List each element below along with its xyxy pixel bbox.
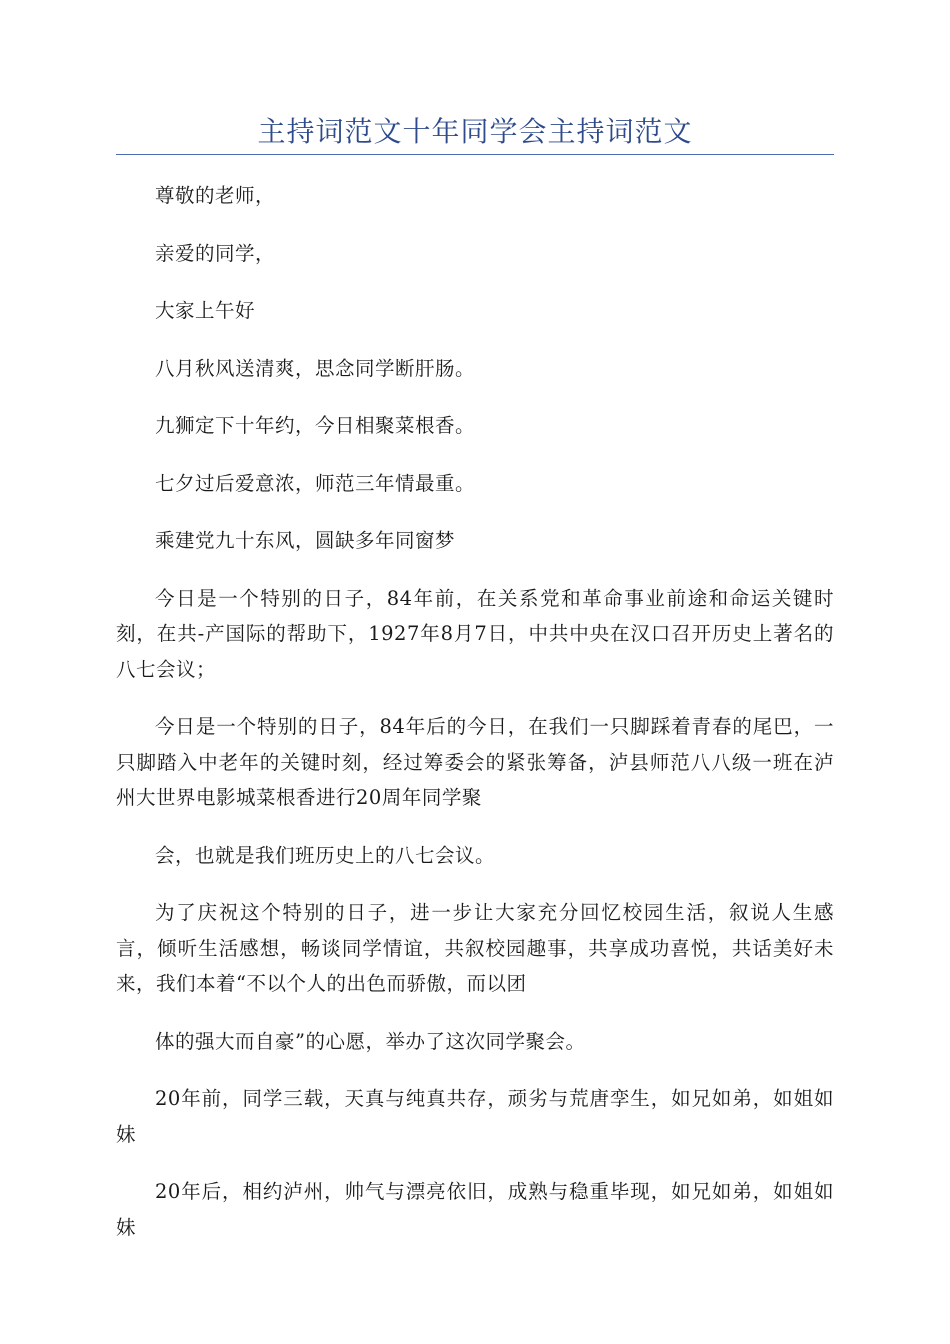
paragraph-twenty-years-later: 20年后，相约泸州，帅气与漂亮依旧，成熟与稳重毕现，如兄如弟，如姐如妹 [116,1180,834,1239]
paragraph-greeting-classmates: 亲爱的同学， [155,241,276,265]
title-underline [116,154,834,155]
paragraph-poem-line-4: 乘建党九十东风，圆缺多年同窗梦 [155,529,456,552]
paragraph-celebration: 为了庆祝这个特别的日子，进一步让大家充分回忆校园生活，叙说人生感言，倾听生活感想，畅谈同学情谊，共叙校园趣事，共享成功喜悦，共话美好未来，我们本着“不以个人的出色而骄傲，而以团 [116,901,834,995]
paragraph-good-morning: 大家上午好 [155,299,256,322]
paragraph-greeting-teachers: 尊敬的老师， [155,184,276,207]
paragraph-bayi-meeting: 会，也就是我们班历史上的八七会议。 [155,843,496,867]
paragraph-history-1927: 今日是一个特别的日子，84年前，在关系党和革命事业前途和命运关键时刻，在共-产国际的帮助下，1927年8月7日，中共中央在汉口召开历史上著名的八七会议； [116,586,834,681]
paragraph-today-reunion: 今日是一个特别的日子，84年后的今日，在我们一只脚踩着青春的尾巴，一只脚踏入中老年的关键时刻，经过筹委会的紧张筹备，泸县师范八八级一班在泸州大世界电影城菜根香进行20周年同学聚 [116,715,834,809]
paragraph-poem-line-3: 七夕过后爱意浓，师范三年情最重。 [155,471,476,495]
document-body [116,178,834,1245]
page-title: 主持词范文十年同学会主持词范文 [257,115,693,148]
paragraph-poem-line-2: 九狮定下十年约，今日相聚菜根香。 [155,414,476,437]
paragraph-poem-line-1: 八月秋风送清爽，思念同学断肝肠。 [155,356,476,380]
paragraph-motto: 体的强大而自豪”的心愿，举办了这次同学聚会。 [155,1029,586,1053]
paragraph-twenty-years-ago: 20年前，同学三载，天真与纯真共存，顽劣与荒唐孪生，如兄如弟，如姐如妹 [116,1087,834,1146]
